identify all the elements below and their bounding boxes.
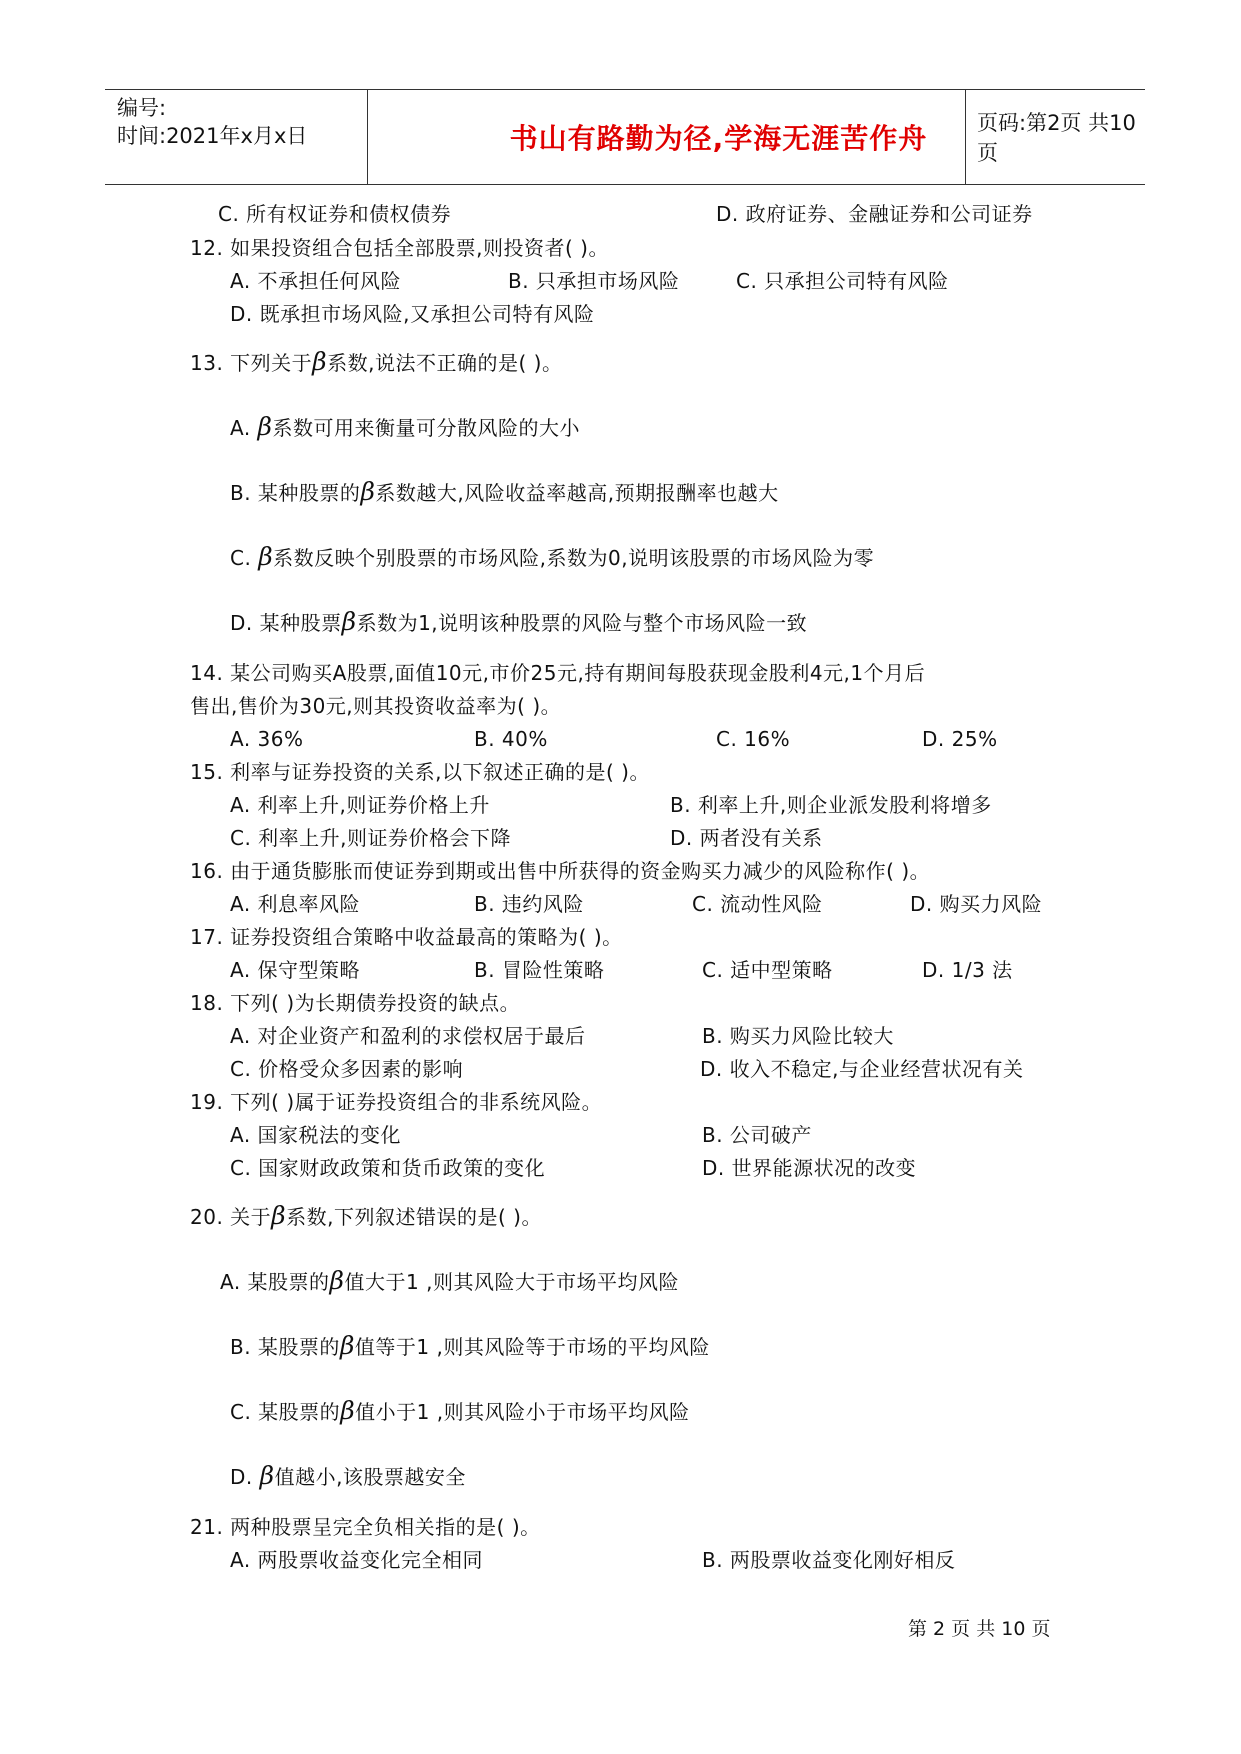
line-text: A. 某股票的 (220, 1270, 330, 1294)
line-text: A. (230, 416, 258, 440)
question-line: A. 36% (230, 727, 304, 751)
beta-symbol: β (339, 1331, 355, 1360)
page-header (105, 89, 1145, 185)
question-line: B. 公司破产 (702, 1123, 812, 1147)
line-text: 系数可用来衡量可分散风险的大小 (272, 416, 580, 440)
question-line: C. 国家财政政策和货币政策的变化 (230, 1156, 546, 1180)
question-line: D. 1/3 法 (922, 958, 1013, 982)
line-text: 20. 关于 (190, 1205, 272, 1229)
header-divider (367, 90, 368, 184)
question-line: D. 两者没有关系 (670, 826, 823, 850)
question-line: C. 只承担公司特有风险 (736, 269, 949, 293)
beta-symbol: β (271, 1201, 287, 1230)
question-line: D. 收入不稳定,与企业经营状况有关 (700, 1057, 1024, 1081)
line-text: B. 某种股票的 (230, 481, 361, 505)
question-line: A. 利息率风险 (230, 892, 361, 916)
question-line (230, 1333, 710, 1360)
question-line (230, 414, 580, 441)
question-line: C. 价格受众多因素的影响 (230, 1057, 464, 1081)
beta-symbol: β (329, 1266, 345, 1295)
question-line: D. 既承担市场风险,又承担公司特有风险 (230, 302, 595, 326)
question-line: D. 世界能源状况的改变 (702, 1156, 917, 1180)
beta-symbol: β (312, 347, 328, 376)
question-line: A. 保守型策略 (230, 958, 361, 982)
beta-symbol: β (341, 607, 357, 636)
question-line: 15. 利率与证券投资的关系,以下叙述正确的是( )。 (190, 760, 650, 784)
beta-symbol: β (340, 1396, 356, 1425)
question-line: C. 利率上升,则证券价格会下降 (230, 826, 512, 850)
question-line (230, 544, 874, 571)
line-text: D. 某种股票 (230, 611, 342, 635)
question-line: 18. 下列( )为长期债券投资的缺点。 (190, 991, 521, 1015)
question-line: C. 适中型策略 (702, 958, 833, 982)
header-divider (965, 90, 966, 184)
question-line: A. 不承担任何风险 (230, 269, 402, 293)
question-line: A. 国家税法的变化 (230, 1123, 402, 1147)
question-line: 19. 下列( )属于证券投资组合的非系统风险。 (190, 1090, 603, 1114)
question-line (230, 1398, 690, 1425)
header-meta (117, 94, 307, 150)
line-text: 系数,下列叙述错误的是( )。 (286, 1205, 542, 1229)
question-line: B. 只承担市场风险 (508, 269, 680, 293)
line-text: 系数,说法不正确的是( )。 (327, 351, 563, 375)
question-line: A. 对企业资产和盈利的求偿权居于最后 (230, 1024, 586, 1048)
line-text: 系数越大,风险收益率越高,预期报酬率也越大 (375, 481, 779, 505)
beta-symbol: β (360, 477, 376, 506)
question-line (220, 1268, 679, 1295)
question-line: A. 两股票收益变化完全相同 (230, 1548, 484, 1572)
question-line (230, 479, 779, 506)
question-line: B. 40% (474, 727, 548, 751)
line-text: 系数为1,说明该种股票的风险与整个市场风险一致 (356, 611, 808, 635)
header-motto: 书山有路勤为径,学海无涯苦作舟 (509, 122, 928, 155)
line-text: C. 某股票的 (230, 1400, 341, 1424)
line-text: B. 某股票的 (230, 1335, 340, 1359)
question-line: B. 利率上升,则企业派发股利将增多 (670, 793, 992, 817)
question-line: 21. 两种股票呈完全负相关指的是( )。 (190, 1515, 541, 1539)
question-line (230, 1463, 466, 1490)
beta-symbol: β (259, 1461, 275, 1490)
question-line: C. 所有权证券和债权债券 (218, 202, 452, 226)
line-text: C. (230, 546, 259, 570)
line-text: 值小于1 ,则其风险小于市场平均风险 (355, 1400, 690, 1424)
question-line: C. 16% (716, 727, 791, 751)
question-line: 12. 如果投资组合包括全部股票,则投资者( )。 (190, 236, 609, 260)
question-line: B. 违约风险 (474, 892, 584, 916)
question-line: 14. 某公司购买A股票,面值10元,市价25元,持有期间每股获现金股利4元,1个月后 (190, 661, 926, 685)
line-text: 值越小,该股票越安全 (274, 1465, 466, 1489)
question-line (190, 349, 562, 376)
question-line (230, 609, 807, 636)
beta-symbol: β (257, 412, 273, 441)
question-line: D. 购买力风险 (910, 892, 1043, 916)
question-line: D. 25% (922, 727, 998, 751)
header-page-number: 页码:第2页 共10页 (977, 111, 1136, 165)
line-text: 值等于1 ,则其风险等于市场的平均风险 (354, 1335, 710, 1359)
beta-symbol: β (258, 542, 274, 571)
line-text: 系数反映个别股票的市场风险,系数为0,说明该股票的市场风险为零 (273, 546, 875, 570)
question-line: B. 购买力风险比较大 (702, 1024, 894, 1048)
line-text: 值大于1 ,则其风险大于市场平均风险 (344, 1270, 679, 1294)
document-number-label: 编号: (117, 96, 167, 120)
line-text: 13. 下列关于 (190, 351, 313, 375)
question-line: D. 政府证券、金融证券和公司证券 (716, 202, 1033, 226)
question-line: C. 流动性风险 (692, 892, 823, 916)
question-line: 售出,售价为30元,则其投资收益率为( )。 (190, 694, 562, 718)
question-line: B. 冒险性策略 (474, 958, 605, 982)
page-footer: 第 2 页 共 10 页 (908, 1618, 1051, 1640)
line-text: D. (230, 1465, 260, 1489)
question-line: B. 两股票收益变化刚好相反 (702, 1548, 956, 1572)
question-line: 16. 由于通货膨胀而使证券到期或出售中所获得的资金购买力减少的风险称作( )。 (190, 859, 931, 883)
question-line: 17. 证券投资组合策略中收益最高的策略为( )。 (190, 925, 623, 949)
question-line (190, 1203, 542, 1230)
document-time-label: 时间:2021年x月x日 (117, 124, 308, 148)
question-line: A. 利率上升,则证券价格上升 (230, 793, 490, 817)
